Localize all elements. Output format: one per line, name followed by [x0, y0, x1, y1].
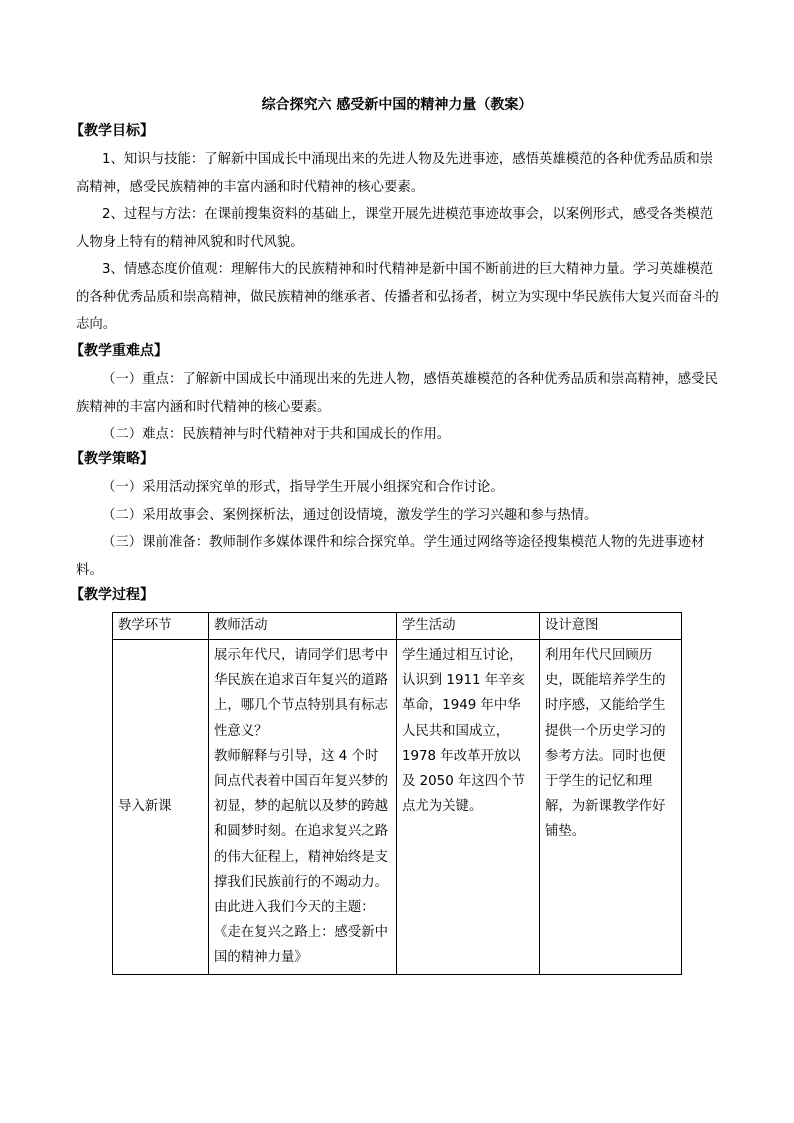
- table-header-row: [113, 613, 682, 640]
- strategy-paragraph: （二）采用故事会、案例探析法，通过创设情境，激发学生的学习兴趣和参与热情。: [102, 508, 598, 523]
- document-title: 综合探究六 感受新中国的精神力量（教案）: [261, 97, 533, 113]
- goal-paragraph: 2、过程与方法：在课前搜集资料的基础上，课堂开展先进模范事迹故事会，以案例形式，感受各类模范人物身上特有的精神风貌和时代风貌。: [76, 207, 714, 250]
- design-intent-cell: 利用年代尺回顾历史，既能培养学生的时序感，又能给学生提供一个历史学习的参考方法。同时也便于学生的记忆和理解，为新课教学作好铺垫。: [540, 640, 682, 975]
- section-heading-goals: 【教学目标】: [70, 123, 154, 139]
- goal-paragraph: 1、知识与技能：了解新中国成长中涌现出来的先进人物及先进事迹，感悟英雄模范的各种优秀品质和崇高精神，感受民族精神的丰富内涵和时代精神的核心要素。: [76, 152, 714, 195]
- key-point-paragraph: （一）重点：了解新中国成长中涌现出来的先进人物，感悟英雄模范的各种优秀品质和崇高精神，感受民族精神的丰富内涵和时代精神的核心要素。: [76, 372, 718, 415]
- column-header-stage: 教学环节: [113, 613, 209, 640]
- student-activity-cell: 学生通过相互讨论，认识到 1911 年辛亥革命，1949 年中华人民共和国成立，1978 年改革开放以及 2050 年这四个节点尤为关键。: [397, 640, 540, 975]
- goal-paragraph: 3、情感态度价值观：理解伟大的民族精神和时代精神是新中国不断前进的巨大精神力量。学习英雄模范的各种优秀品质和崇高精神，做民族精神的继承者、传播者和弘扬者，树立为实现中华民族伟大复兴而奋斗的志向。: [76, 262, 719, 332]
- column-header-student-activity: 学生活动: [397, 613, 540, 640]
- column-header-design-intent: 设计意图: [540, 613, 682, 640]
- column-header-teacher-activity: 教师活动: [209, 613, 397, 640]
- strategy-paragraph: （一）采用活动探究单的形式，指导学生开展小组探究和合作讨论。: [102, 480, 504, 495]
- section-heading-key-points: 【教学重难点】: [70, 343, 168, 359]
- section-heading-process: 【教学过程】: [70, 587, 154, 603]
- teaching-process-table: [112, 612, 682, 975]
- stage-cell: 导入新课: [113, 640, 209, 975]
- table-row: [113, 640, 682, 975]
- section-heading-strategy: 【教学策略】: [70, 451, 154, 467]
- teacher-activity-cell: 展示年代尺，请同学们思考中华民族在追求百年复兴的道路上，哪几个节点特别具有标志性意义？ 教师解释与引导，这 4 个时间点代表着中国百年复兴梦的初显，梦的起航以及梦的跨越和圆梦时刻。在追求复兴之路的伟大征程上，精神始终是支撑我们民族前行的不竭动力。由此进入我们今天的主题：《走在复兴之路上：感受新中国的精神力量》: [209, 640, 397, 975]
- key-point-paragraph: （二）难点：民族精神与时代精神对于共和国成长的作用。: [102, 427, 451, 442]
- strategy-paragraph: （三）课前准备：教师制作多媒体课件和综合探究单。学生通过网络等途径搜集模范人物的先进事迹材料。: [76, 535, 705, 578]
